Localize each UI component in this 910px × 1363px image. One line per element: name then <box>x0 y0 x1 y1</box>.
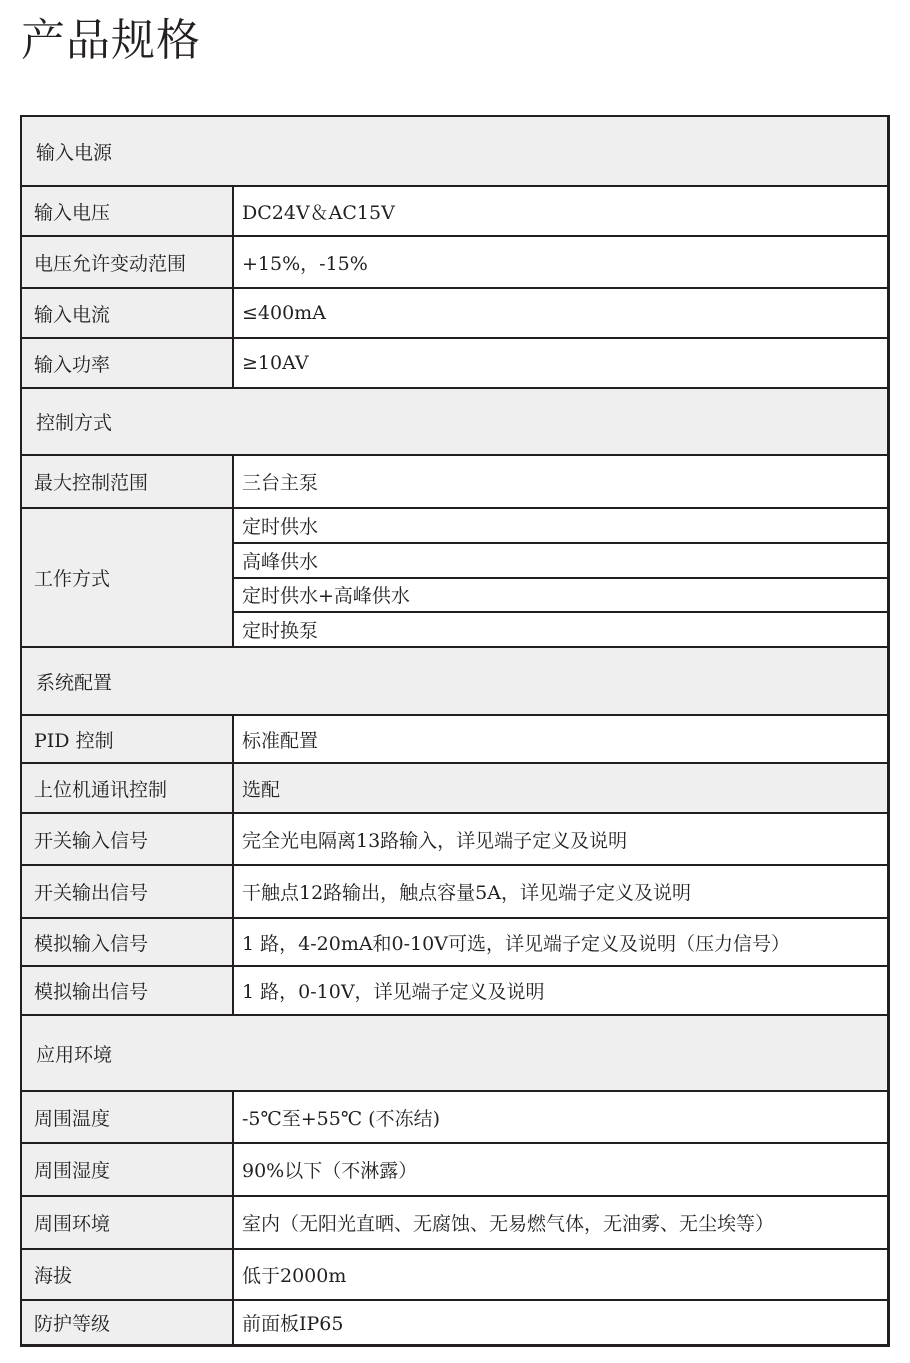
row-value: ≥10AV <box>234 339 887 387</box>
row-label: 工作方式 <box>22 509 234 646</box>
spec-table <box>20 115 890 1347</box>
row-value: 前面板IP65 <box>234 1301 887 1344</box>
row-value: 室内（无阳光直晒、无腐蚀、无易燃气体，无油雾、无尘埃等） <box>234 1197 887 1248</box>
row-value: DC24V＆AC15V <box>234 187 887 235</box>
row-label: 上位机通讯控制 <box>22 764 234 812</box>
row-label: 最大控制范围 <box>22 456 234 507</box>
row-label: 周围湿度 <box>22 1144 234 1195</box>
section-header-input-power: 输入电源 <box>22 117 887 185</box>
table-row <box>22 287 887 337</box>
table-row <box>22 917 887 965</box>
table-row <box>22 812 887 864</box>
row-label: 开关输出信号 <box>22 866 234 917</box>
row-label: 防护等级 <box>22 1301 234 1344</box>
row-value: 90%以下（不淋露） <box>234 1144 887 1195</box>
row-value: 定时供水+高峰供水 <box>234 577 887 612</box>
row-value: 选配 <box>234 764 887 812</box>
section-header-control-mode: 控制方式 <box>22 387 887 454</box>
row-value: 标准配置 <box>234 716 887 762</box>
row-label: PID 控制 <box>22 716 234 762</box>
table-row <box>22 714 887 762</box>
table-row <box>22 235 887 287</box>
table-row <box>22 864 887 917</box>
row-value: 完全光电隔离13路输入，详见端子定义及说明 <box>234 814 887 864</box>
row-value: 定时换泵 <box>234 611 887 646</box>
table-row <box>22 1299 887 1344</box>
row-value: 低于2000m <box>234 1250 887 1299</box>
row-value: 定时供水 <box>234 509 887 542</box>
row-label: 电压允许变动范围 <box>22 237 234 287</box>
table-row <box>22 337 887 387</box>
row-label: 周围环境 <box>22 1197 234 1248</box>
table-row <box>22 762 887 812</box>
row-value: 高峰供水 <box>234 542 887 577</box>
row-label: 周围温度 <box>22 1092 234 1142</box>
page-title: 产品规格 <box>21 15 201 66</box>
row-label: 模拟输入信号 <box>22 919 234 965</box>
table-row <box>22 1142 887 1195</box>
row-value: 干触点12路输出，触点容量5A，详见端子定义及说明 <box>234 866 887 917</box>
row-label: 海拔 <box>22 1250 234 1299</box>
table-row <box>22 1248 887 1299</box>
row-value: ≤400mA <box>234 289 887 337</box>
row-value: +15%，-15% <box>234 237 887 287</box>
table-row <box>22 1090 887 1142</box>
table-row <box>22 185 887 235</box>
row-value: -5℃至+55℃ (不冻结) <box>234 1092 887 1142</box>
table-row <box>22 454 887 507</box>
row-value: 三台主泵 <box>234 456 887 507</box>
row-label: 模拟输出信号 <box>22 967 234 1014</box>
table-row <box>22 965 887 1014</box>
row-label: 开关输入信号 <box>22 814 234 864</box>
section-header-environment: 应用环境 <box>22 1014 887 1090</box>
row-value: 1 路，0-10V，详见端子定义及说明 <box>234 967 887 1014</box>
section-header-system-config: 系统配置 <box>22 646 887 714</box>
row-label: 输入电压 <box>22 187 234 235</box>
row-label: 输入功率 <box>22 339 234 387</box>
row-value: 1 路，4-20mA和0-10V可选，详见端子定义及说明（压力信号） <box>234 919 887 965</box>
row-values <box>234 509 887 646</box>
row-label: 输入电流 <box>22 289 234 337</box>
table-row <box>22 1195 887 1248</box>
table-row-multi <box>22 507 887 646</box>
